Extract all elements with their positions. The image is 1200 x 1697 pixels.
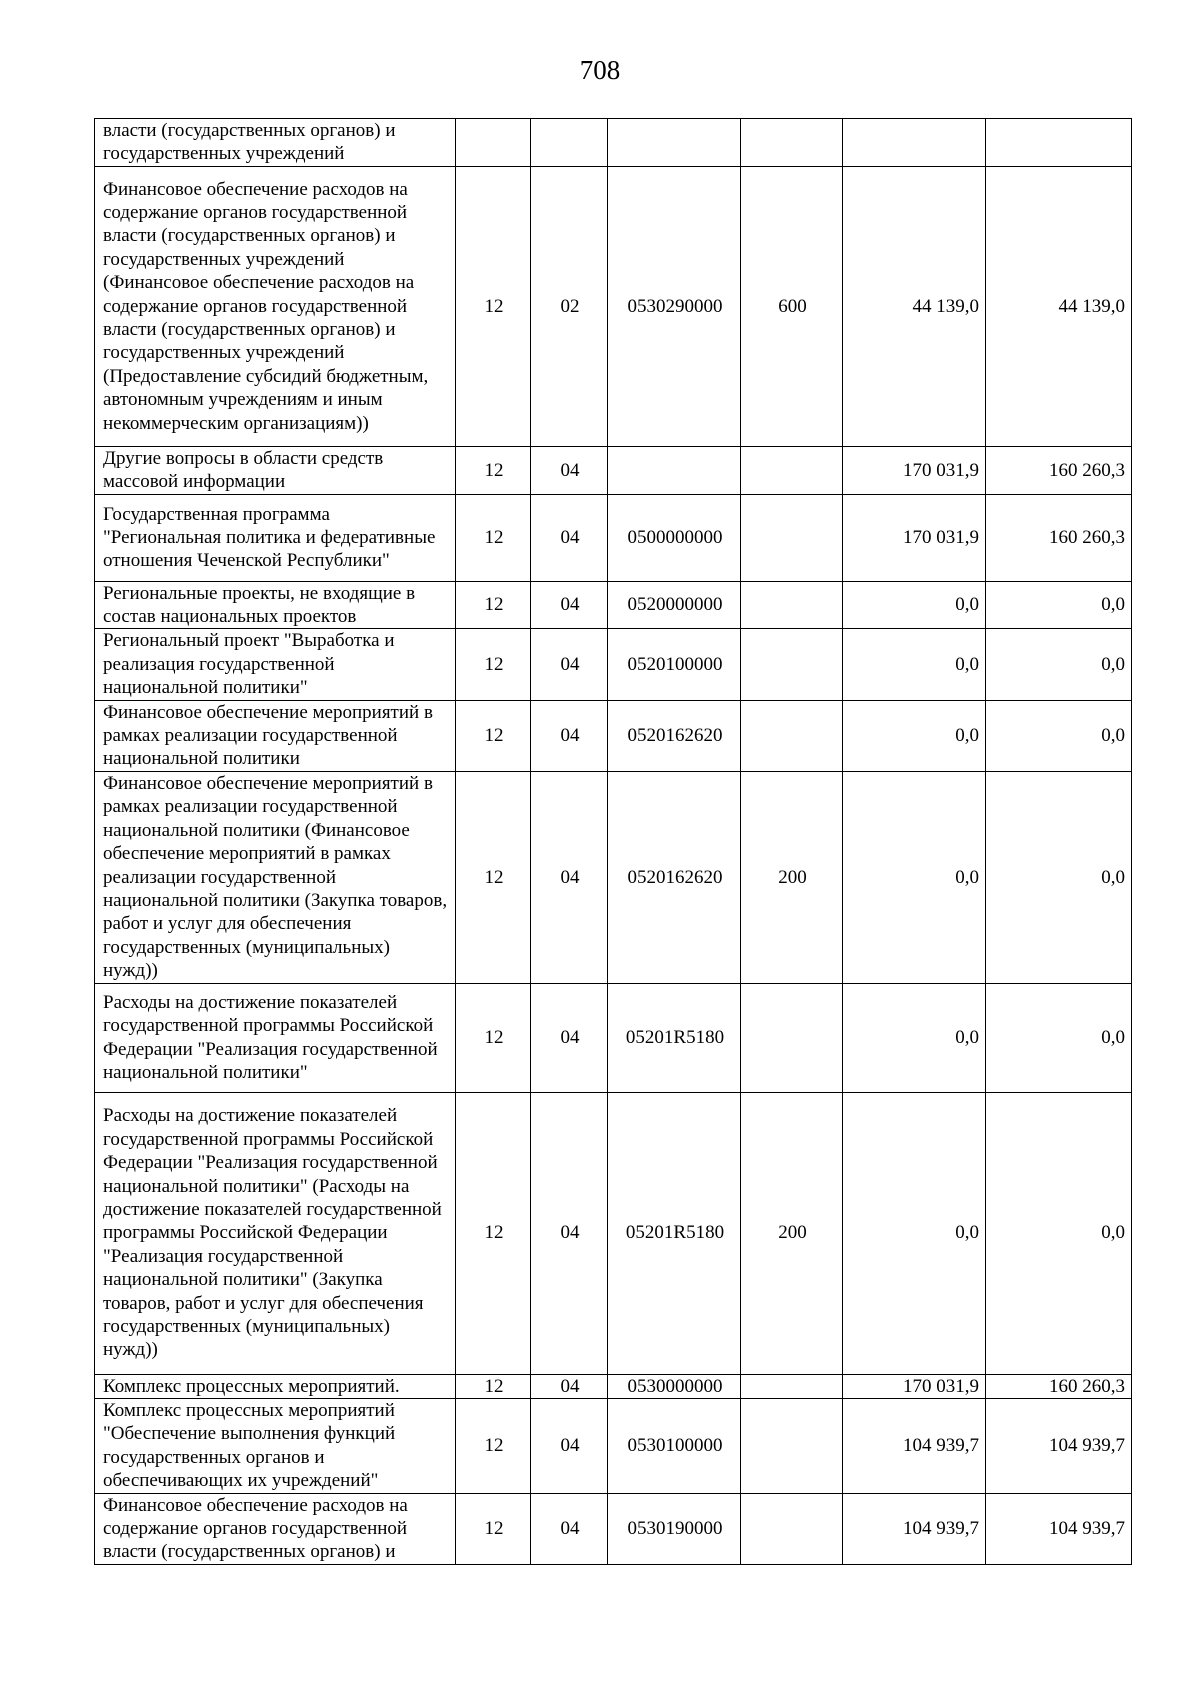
amount-year2-cell: 104 939,7 — [986, 1493, 1132, 1564]
row-name-cell: Другие вопросы в области средств массовой информации — [95, 446, 456, 494]
amount-year1-cell: 170 031,9 — [843, 446, 986, 494]
section-code-cell: 12 — [456, 1398, 531, 1493]
expense-type-cell — [741, 1374, 843, 1398]
row-name-cell: Расходы на достижение показателей государственной программы Российской Федерации "Реализация государственной национальной политики" (Расходы на достижение показателей государственной программы Российской Федерации "Реализация государственной национальной политики" (Закупка товаров, работ и услуг для обеспечения государственных (муниципальных) нужд)) — [95, 1092, 456, 1374]
section-code-cell: 12 — [456, 1092, 531, 1374]
subsection-code-cell: 04 — [531, 629, 608, 700]
amount-year2-cell — [986, 119, 1132, 167]
subsection-code-cell: 04 — [531, 1493, 608, 1564]
table-row — [95, 1374, 1132, 1398]
section-code-cell — [456, 119, 531, 167]
subsection-code-cell: 04 — [531, 1374, 608, 1398]
table-row — [95, 1092, 1132, 1374]
amount-year1-cell: 0,0 — [843, 629, 986, 700]
amount-year2-cell: 0,0 — [986, 1092, 1132, 1374]
section-code-cell: 12 — [456, 1374, 531, 1398]
section-code-cell: 12 — [456, 581, 531, 629]
row-name-cell: Финансовое обеспечение мероприятий в рамках реализации государственной национальной политики — [95, 700, 456, 771]
amount-year2-cell: 0,0 — [986, 771, 1132, 983]
row-name-cell: Расходы на достижение показателей государственной программы Российской Федерации "Реализация государственной национальной политики" — [95, 983, 456, 1092]
row-name-cell: Государственная программа "Региональная политика и федеративные отношения Чеченской Республики" — [95, 494, 456, 581]
expense-type-cell — [741, 700, 843, 771]
subsection-code-cell: 04 — [531, 700, 608, 771]
target-article-cell: 0520162620 — [608, 771, 741, 983]
expense-type-cell — [741, 983, 843, 1092]
subsection-code-cell: 04 — [531, 1092, 608, 1374]
row-name-cell: Комплекс процессных мероприятий "Обеспечение выполнения функций государственных органов и обеспечивающих их учреждений" — [95, 1398, 456, 1493]
expense-type-cell: 200 — [741, 1092, 843, 1374]
amount-year1-cell: 0,0 — [843, 983, 986, 1092]
section-code-cell: 12 — [456, 771, 531, 983]
amount-year1-cell: 44 139,0 — [843, 166, 986, 446]
row-name-cell: Финансовое обеспечение мероприятий в рамках реализации государственной национальной политики (Финансовое обеспечение мероприятий в рамках реализации государственной национальной политики (Закупка товаров, работ и услуг для обеспечения государственных (муниципальных) нужд)) — [95, 771, 456, 983]
target-article-cell: 0530290000 — [608, 166, 741, 446]
section-code-cell: 12 — [456, 700, 531, 771]
table-row — [95, 166, 1132, 446]
subsection-code-cell: 02 — [531, 166, 608, 446]
page-number: 708 — [579, 55, 621, 85]
subsection-code-cell: 04 — [531, 771, 608, 983]
table-row — [95, 1493, 1132, 1564]
budget-table — [94, 118, 1132, 1565]
expense-type-cell — [741, 581, 843, 629]
amount-year2-cell: 160 260,3 — [986, 446, 1132, 494]
amount-year2-cell: 0,0 — [986, 629, 1132, 700]
target-article-cell: 05201R5180 — [608, 1092, 741, 1374]
target-article-cell: 0530000000 — [608, 1374, 741, 1398]
section-code-cell: 12 — [456, 629, 531, 700]
amount-year2-cell: 160 260,3 — [986, 494, 1132, 581]
amount-year1-cell: 0,0 — [843, 771, 986, 983]
subsection-code-cell: 04 — [531, 581, 608, 629]
target-article-cell: 0520100000 — [608, 629, 741, 700]
subsection-code-cell: 04 — [531, 1398, 608, 1493]
row-name-cell: Комплекс процессных мероприятий. — [95, 1374, 456, 1398]
expense-type-cell: 600 — [741, 166, 843, 446]
target-article-cell — [608, 119, 741, 167]
amount-year2-cell: 44 139,0 — [986, 166, 1132, 446]
target-article-cell: 0530190000 — [608, 1493, 741, 1564]
amount-year2-cell: 0,0 — [986, 983, 1132, 1092]
amount-year2-cell: 0,0 — [986, 700, 1132, 771]
target-article-cell: 0530100000 — [608, 1398, 741, 1493]
amount-year1-cell: 104 939,7 — [843, 1398, 986, 1493]
amount-year2-cell: 160 260,3 — [986, 1374, 1132, 1398]
table-row — [95, 446, 1132, 494]
amount-year1-cell: 170 031,9 — [843, 1374, 986, 1398]
expense-type-cell — [741, 119, 843, 167]
subsection-code-cell — [531, 119, 608, 167]
target-article-cell: 0520000000 — [608, 581, 741, 629]
subsection-code-cell: 04 — [531, 494, 608, 581]
target-article-cell: 0520162620 — [608, 700, 741, 771]
table-row — [95, 700, 1132, 771]
expense-type-cell — [741, 1493, 843, 1564]
amount-year1-cell: 170 031,9 — [843, 494, 986, 581]
table-row — [95, 494, 1132, 581]
table-row — [95, 581, 1132, 629]
row-name-cell: Региональный проект "Выработка и реализация государственной национальной политики" — [95, 629, 456, 700]
row-name-cell: Региональные проекты, не входящие в состав национальных проектов — [95, 581, 456, 629]
expense-type-cell — [741, 446, 843, 494]
row-name-cell: Финансовое обеспечение расходов на содержание органов государственной власти (государственных органов) и государственных учреждений (Финансовое обеспечение расходов на содержание органов государственной власти (государственных органов) и государственных учреждений (Предоставление субсидий бюджетным, автономным учреждениям и иным некоммерческим организациям)) — [95, 166, 456, 446]
amount-year1-cell: 0,0 — [843, 700, 986, 771]
section-code-cell: 12 — [456, 446, 531, 494]
amount-year1-cell: 104 939,7 — [843, 1493, 986, 1564]
section-code-cell: 12 — [456, 1493, 531, 1564]
amount-year1-cell: 0,0 — [843, 1092, 986, 1374]
expense-type-cell — [741, 1398, 843, 1493]
expense-type-cell — [741, 629, 843, 700]
section-code-cell: 12 — [456, 166, 531, 446]
target-article-cell: 05201R5180 — [608, 983, 741, 1092]
expense-type-cell — [741, 494, 843, 581]
amount-year2-cell: 104 939,7 — [986, 1398, 1132, 1493]
subsection-code-cell: 04 — [531, 446, 608, 494]
section-code-cell: 12 — [456, 983, 531, 1092]
table-row — [95, 983, 1132, 1092]
table-row — [95, 629, 1132, 700]
amount-year2-cell: 0,0 — [986, 581, 1132, 629]
section-code-cell: 12 — [456, 494, 531, 581]
table-row — [95, 771, 1132, 983]
table-row — [95, 1398, 1132, 1493]
row-name-cell: власти (государственных органов) и государственных учреждений — [95, 119, 456, 167]
expense-type-cell: 200 — [741, 771, 843, 983]
table-row — [95, 119, 1132, 167]
amount-year1-cell — [843, 119, 986, 167]
target-article-cell: 0500000000 — [608, 494, 741, 581]
target-article-cell — [608, 446, 741, 494]
subsection-code-cell: 04 — [531, 983, 608, 1092]
row-name-cell: Финансовое обеспечение расходов на содержание органов государственной власти (государственных органов) и — [95, 1493, 456, 1564]
amount-year1-cell: 0,0 — [843, 581, 986, 629]
